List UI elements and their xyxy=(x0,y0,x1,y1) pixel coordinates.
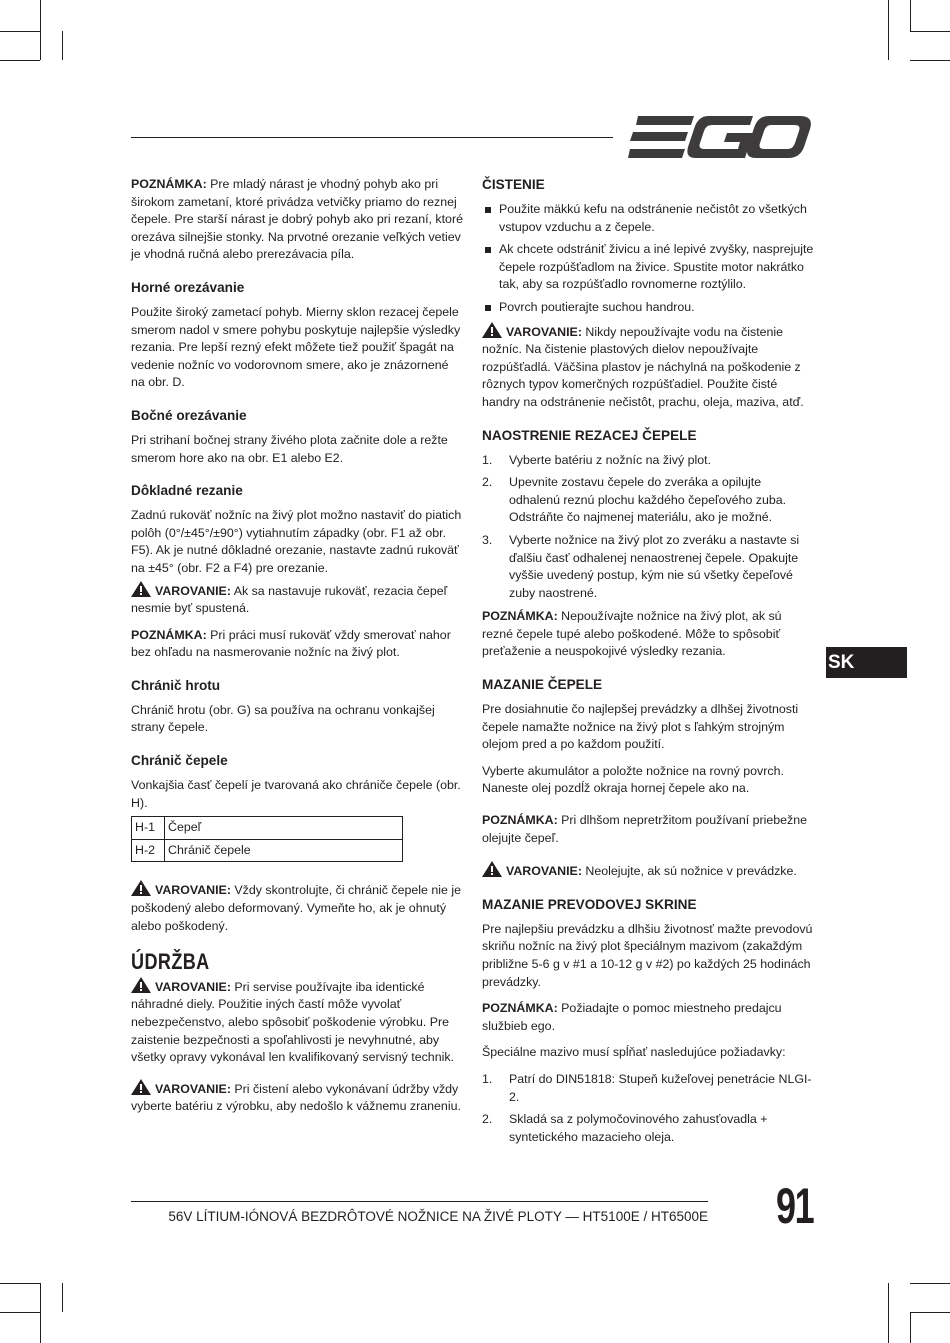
table-cell-key: H-2 xyxy=(132,839,165,862)
section-title: Horné orezávanie xyxy=(131,279,245,295)
table-cell-key: H-1 xyxy=(132,817,165,840)
section-text: Špeciálne mazivo musí spĺňať nasledujúce požiadavky: xyxy=(482,1045,786,1060)
section-title: NAOSTRENIE REZACEJ ČEPELE xyxy=(482,427,697,443)
warning-label: VAROVANIE: xyxy=(155,583,231,598)
crop-mark xyxy=(0,60,40,61)
warning-label: VAROVANIE: xyxy=(155,883,231,898)
list-item: Povrch poutierajte suchou handrou. xyxy=(482,299,814,317)
section-title: MAZANIE ČEPELE xyxy=(482,677,603,693)
note-text: Pri práci musí rukoväť vždy smerovať nahor bez ohľadu na nasmerovanie nožníc na živý plot. xyxy=(131,627,451,660)
list-item xyxy=(482,1111,814,1146)
warning-paragraph xyxy=(131,581,463,618)
warning-label: VAROVANIE: xyxy=(155,979,231,994)
section-text: Vyberte akumulátor a položte nožnice na rovný povrch. Naneste olej pozdĺž okraja hornej čepele ako na. xyxy=(482,763,784,796)
footer-rule xyxy=(131,1201,708,1202)
footer-text: 56V LÍTIUM-IÓNOVÁ BEZDRÔTOVÉ NOŽNICE NA ŽIVÉ PLOTY — HT5100E / HT6500E xyxy=(168,1209,708,1224)
page-number: 91 xyxy=(776,1178,814,1234)
list-item xyxy=(482,1071,814,1106)
section-text: Pri strihaní bočnej strany živého plota začnite dole a režte smerom hore ako na obr. E1 alebo E2. xyxy=(131,432,448,465)
warning-text: Pri čistení alebo vykonávaní údržby vždy vyberte batériu z výrobku, aby nedošlo k vážnemu zraneniu. xyxy=(131,1081,461,1114)
crop-mark xyxy=(888,0,889,60)
section-title: Bočné orezávanie xyxy=(131,407,247,423)
note-label: POZNÁMKA: xyxy=(131,177,207,191)
crop-mark xyxy=(910,31,950,32)
section-title: Dôkladné rezanie xyxy=(131,483,243,499)
list-text: Patrí do DIN51818: Stupeň kužeľovej penetrácie NLGI-2. xyxy=(509,1071,812,1104)
ego-logo xyxy=(628,116,812,158)
warning-text: Neolejujte, ak sú nožnice v prevádzke. xyxy=(581,864,797,879)
table-cell-value: Chránič čepele xyxy=(165,839,403,862)
left-column xyxy=(131,176,463,1125)
crop-mark xyxy=(910,1312,911,1343)
list-number: 2. xyxy=(482,1112,493,1127)
note-paragraph xyxy=(482,812,814,847)
note-text: Požiadajte o pomoc miestneho predajcu službieb ego. xyxy=(482,1001,782,1033)
crop-mark xyxy=(0,1283,40,1284)
note-label: POZNÁMKA: xyxy=(482,609,558,624)
warning-label: VAROVANIE: xyxy=(155,1081,231,1096)
section-text: Pre najlepšiu prevádzku a dlhšiu životnosť mažte prevodovú skriňu nožníc na živý plot špeciálnym mazivom (zakaždým približne 5-6 g v #1 a 10-12 g v #2) po každých 25 hodinách prevádzky. xyxy=(482,921,813,989)
warning-icon xyxy=(482,861,502,877)
note-label: POZNÁMKA: xyxy=(482,813,558,828)
section-title: Chránič čepele xyxy=(131,753,228,769)
bullet-list xyxy=(482,201,814,317)
note-text: Nepoužívajte nožnice na živý plot, ak sú rezné čepele tupé alebo poškodené. Môže to spôsobiť preťaženie a neuspokojivé výsledky rezania. xyxy=(482,609,782,659)
parts-table xyxy=(131,816,403,862)
crop-mark xyxy=(910,1283,950,1284)
list-text: Upevnite zostavu čepele do zveráka a opilujte odhalenú reznú plochu každého čepeľového zuba. Odstráňte čo najmenej materiálu, ako je možné. xyxy=(509,475,787,525)
warning-text: Pri servise používajte iba identické náhradné diely. Použitie iných častí môže vyvolať nebezpečenstvo, alebo spôsobiť poškodenie výrobku. Pre zaistenie bezpečnosti a spoľahlivosti je nevyhnutné, aby všetky opravy vykonával len kvalifikovaný servisný technik. xyxy=(131,979,454,1065)
note-paragraph xyxy=(131,627,463,662)
warning-icon xyxy=(482,322,502,338)
warning-paragraph xyxy=(131,1079,463,1116)
warning-icon xyxy=(131,977,151,993)
list-number: 2. xyxy=(482,475,493,490)
section-text: Použite široký zametací pohyb. Mierny sklon rezacej čepele smerom nadol v smere pohybu poskytuje najlepšie výsledky rezania. Pre lepší rezný efekt môžete tiež použiť špagát na vedenie nožníc vo vodorovnom smere, ako je znázornené na obr. D. xyxy=(131,304,461,390)
note-label: POZNÁMKA: xyxy=(482,1001,558,1016)
section-text: Vonkajšia časť čepelí je tvarovaná ako chrániče čepele (obr. H). xyxy=(131,778,461,810)
list-item xyxy=(482,452,814,470)
list-number: 1. xyxy=(482,452,493,467)
warning-text: Nikdy nepoužívajte vodu na čistenie nožníc. Na čistenie plastových dielov nepoužívajte rozpúšťadlá. Väčšina plastov je náchylná na poškodenie z rôznych typov komerčných rozpúšťadiel. Použite čisté handry na odstránenie nečistôt, prachu, oleja, maziva, atď. xyxy=(482,324,804,409)
section-text: Chránič hrotu (obr. G) sa používa na ochranu vonkajšej strany čepele. xyxy=(131,702,435,735)
crop-mark xyxy=(62,31,63,60)
warning-label: VAROVANIE: xyxy=(506,864,582,879)
crop-mark xyxy=(888,1283,889,1343)
list-number: 3. xyxy=(482,532,493,547)
list-item xyxy=(482,532,814,602)
crop-mark xyxy=(910,60,950,61)
list-text: Skladá sa z polymočovinového zahusťovadla + syntetického mazacieho oleja. xyxy=(509,1112,768,1144)
table-row xyxy=(132,817,403,840)
warning-icon xyxy=(131,880,151,896)
list-item xyxy=(482,474,814,527)
warning-text: Ak sa nastavuje rukoväť, rezacia čepeľ nesmie byť spustená. xyxy=(131,583,448,616)
language-tab: SK xyxy=(826,647,907,678)
section-text: Pre dosiahnutie čo najlepšej prevádzky a dlhšej životnosti čepele namažte nožnice na živý plot s ľahkým strojným olejom pred a po každom použití. xyxy=(482,702,799,752)
warning-icon xyxy=(131,1079,151,1095)
numbered-list xyxy=(482,1071,814,1146)
list-item: Ak chcete odstrániť živicu a iné lepivé zvyšky, nasprejujte čepele rozpúšťadlom na živice. Spustite motor nakrátko tak, aby sa rozpúšťadlo rovnomerne roztýlilo. xyxy=(482,241,814,294)
section-title: MAZANIE PREVODOVEJ SKRINE xyxy=(482,896,697,912)
warning-paragraph xyxy=(131,977,463,1067)
section-title: Chránič hrotu xyxy=(131,677,221,693)
note-paragraph xyxy=(482,1000,814,1035)
crop-mark xyxy=(0,31,40,32)
table-row xyxy=(132,839,403,862)
crop-mark xyxy=(910,0,911,31)
warning-paragraph xyxy=(482,322,814,412)
table-cell-value: Čepeľ xyxy=(165,817,403,840)
list-text: Vyberte nožnice na živý plot zo zveráku a nastavte si ďalšiu časť odhalenej nenaostrenej čepele. Opakujte vyššie uvedený postup, kým nie sú všetky čepeľové zuby naostrené. xyxy=(509,532,800,600)
crop-mark xyxy=(0,1312,40,1313)
crop-mark xyxy=(910,1312,950,1313)
warning-label: VAROVANIE: xyxy=(506,324,582,339)
right-column xyxy=(482,176,814,1152)
crop-mark xyxy=(40,0,41,60)
note-text: Pre mladý nárast je vhodný pohyb ako pri širokom zametaní, ktoré privádza vetvičky priamo do reznej čepele. Pre starší nárast je dobrý pohyb ako pri rezaní, ktoré orezáva silnejšie stonky. Na prvotné orezanie veľkých vetiev je vhodná ručná alebo prerezávacia píla. xyxy=(131,177,463,262)
list-item: Použite mäkkú kefu na odstránenie nečistôt zo všetkých vstupov vzduchu a z čepele. xyxy=(482,201,814,236)
section-title: ČISTENIE xyxy=(482,177,545,192)
crop-mark xyxy=(40,1283,41,1343)
note-paragraph xyxy=(131,176,463,264)
list-number: 1. xyxy=(482,1071,493,1086)
warning-paragraph xyxy=(131,880,463,935)
warning-paragraph xyxy=(482,861,814,881)
crop-mark xyxy=(62,1283,63,1312)
numbered-list xyxy=(482,452,814,603)
warning-text: Vždy skontrolujte, či chránič čepele nie je poškodený alebo deformovaný. Vymeňte ho, ak je ohnutý alebo poškodený. xyxy=(131,883,461,933)
note-label: POZNÁMKA: xyxy=(131,627,207,642)
warning-icon xyxy=(131,581,151,597)
note-text: Pri dlhšom nepretržitom používaní priebežne olejujte čepeľ. xyxy=(482,813,808,845)
note-paragraph xyxy=(482,608,814,661)
list-text: Vyberte batériu z nožníc na živý plot. xyxy=(509,452,712,467)
maintenance-title: ÚDRŽBA xyxy=(131,949,210,975)
header-rule xyxy=(131,137,613,138)
section-text: Zadnú rukoväť nožníc na živý plot možno nastaviť do piatich polôh (0°/±45°/±90°) vytiahnutím západky (obr. F1 až obr. F5). Ak je nutné dôkladné orezanie, nastavte zadnú rukoväť na ±45° (obr. F2 a F4) pre orezanie. xyxy=(131,508,462,575)
